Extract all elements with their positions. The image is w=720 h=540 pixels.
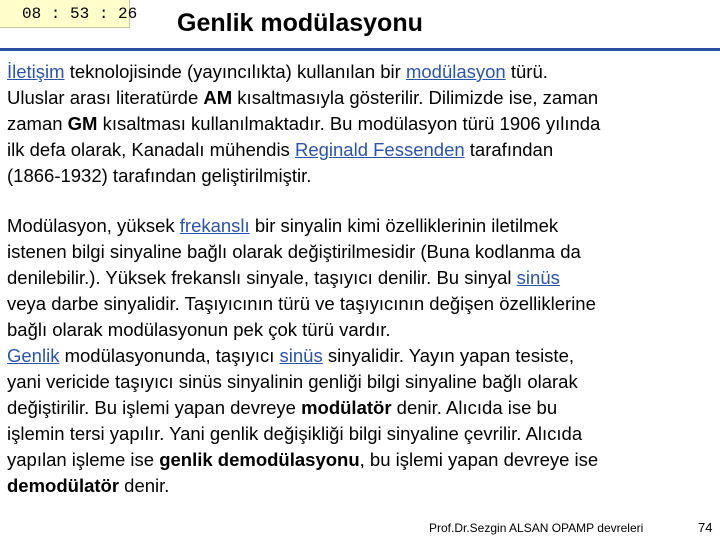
text-segment: kısaltması kullanılmaktadır. Bu modülasyon türü 1906 yılında ilk defa olarak, Kanadalı mühendis bbox=[7, 113, 601, 160]
text-segment: Modülasyon, yüksek bbox=[7, 215, 180, 236]
paragraph-modulation bbox=[7, 213, 715, 499]
text-segment: tarafından (1866-1932) tarafından geliştirilmiştir. bbox=[7, 139, 554, 186]
text-link[interactable]: Reginald Fessenden bbox=[294, 139, 465, 160]
text-link[interactable]: sinüs bbox=[516, 267, 560, 288]
text-segment: kısaltmasıyla gösterilir. Dilimizde ise, zaman zaman bbox=[7, 87, 599, 134]
slide-title: Genlik modülasyonu bbox=[177, 9, 423, 37]
text-segment: türü. Uluslar arası literatürde bbox=[7, 61, 548, 108]
text-link[interactable]: Genlik bbox=[7, 345, 60, 366]
page-number: 74 bbox=[698, 520, 713, 535]
text-segment: bir sinyalin kimi özelliklerinin iletilmek istenen bilgi sinyaline bağlı olarak değiştirilmesidir (Buna kodlanma da denilebilir.). Yüksek frekanslı sinyale, taşıyıcı denilir. Bu sinyal bbox=[7, 215, 581, 288]
text-link[interactable]: İletişim bbox=[7, 61, 65, 82]
text-segment: , bu işlemi yapan devreye ise bbox=[359, 449, 599, 470]
bold-term: modülatör bbox=[301, 397, 392, 418]
bold-term: demodülatör bbox=[7, 475, 120, 496]
text-segment: sinyalidir. Yayın yapan tesiste, yani vericide taşıyıcı sinüs sinyalinin genliği bilgi sinyaline bağlı olarak değiştirilir. Bu işlemi yapan devreye bbox=[7, 345, 578, 418]
text-link[interactable]: frekanslı bbox=[179, 215, 250, 236]
text-segment: denir. bbox=[119, 475, 170, 496]
text-link[interactable]: sinüs bbox=[279, 345, 323, 366]
footer-author: Prof.Dr.Sezgin ALSAN OPAMP devreleri bbox=[429, 521, 644, 535]
paragraph-intro bbox=[7, 59, 715, 189]
bold-term: AM bbox=[203, 87, 233, 108]
clock-display: 08 : 53 : 26 bbox=[0, 0, 130, 28]
text-segment: veya darbe sinyalidir. Taşıyıcının türü ve taşıyıcının değişen özelliklerine bağlı olarak modülasyonun pek çok türü vardır. bbox=[7, 293, 596, 340]
bold-term: genlik demodülasyonu bbox=[159, 449, 360, 470]
text-segment: modülasyonunda, taşıyıcı bbox=[59, 345, 280, 366]
title-divider bbox=[0, 48, 720, 51]
text-segment: teknolojisinde (yayıncılıkta) kullanılan bir bbox=[64, 61, 406, 82]
bold-term: GM bbox=[67, 113, 98, 134]
text-segment: denir. Alıcıda ise bu işlemin tersi yapılır. Yani genlik değişikliği bilgi sinyaline çevrilir. Alıcıda yapılan işleme ise bbox=[7, 397, 583, 470]
text-link[interactable]: modülasyon bbox=[405, 61, 506, 82]
